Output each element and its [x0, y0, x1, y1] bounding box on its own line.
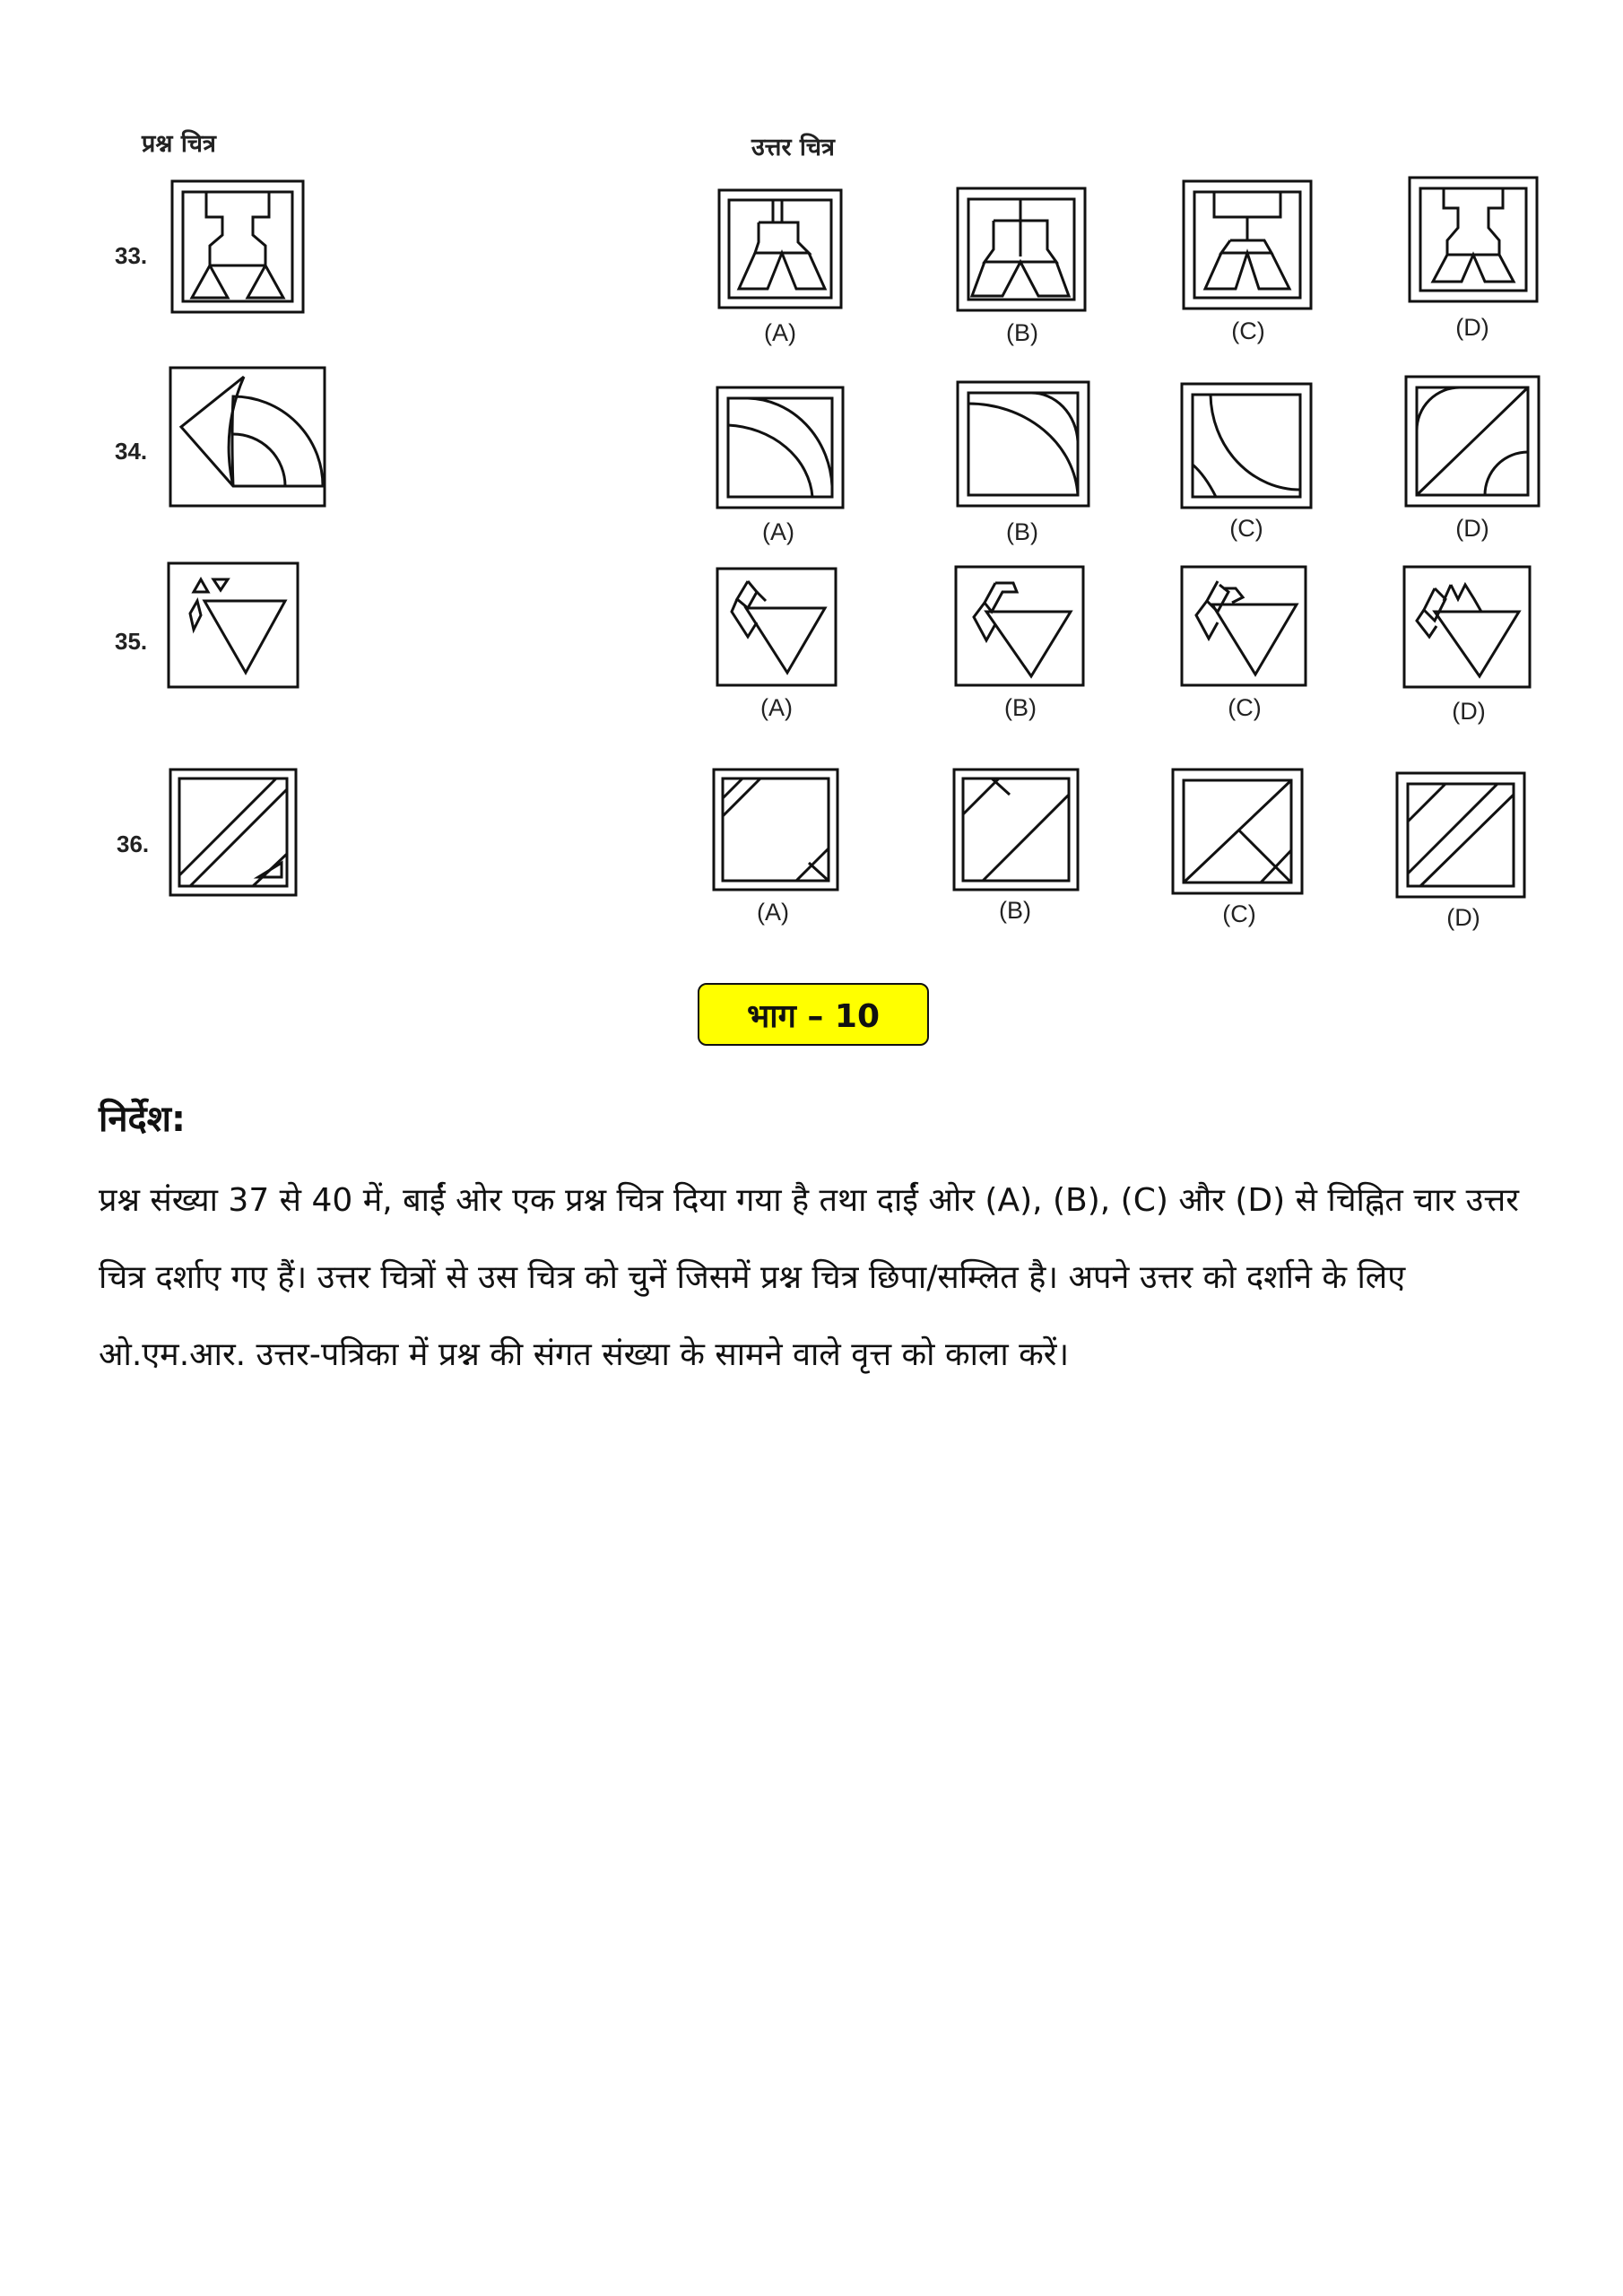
option-label-34-D: (D): [1455, 515, 1489, 542]
directions-text: प्रश्न संख्या 37 से 40 में, बाईं ओर एक प्रश्न चित्र दिया गया है तथा दाईं ओर (A), (B), (C) और (D) से चिह्नित चार उत्तर चित्र दर्शाए गए हैं। उत्तर चित्रों से उस चित्र को चुनें जिसमें प्रश्न चित्र छिपा/सम्लित है। अपने उत्तर को दर्शाने के लिए ओ.एम.आर. उत्तर-पत्रिका में प्रश्न की संगत संख्या के सामने वाले वृत्त को काला करें।: [99, 1182, 1519, 1373]
option-label-36-A: (A): [757, 899, 789, 926]
option-label-35-A: (A): [760, 694, 793, 721]
answer-33-B[interactable]: [956, 187, 1087, 312]
option-label-35-C: (C): [1228, 694, 1262, 721]
option-label-35-B: (B): [1004, 694, 1037, 721]
option-label-33-C: (C): [1231, 317, 1265, 344]
option-label-33-B: (B): [1006, 319, 1038, 346]
answer-figures-header: उत्तर चित्र: [751, 134, 835, 161]
answer-36-D[interactable]: [1395, 771, 1526, 899]
question-number-36: 36.: [117, 831, 150, 857]
answer-34-A[interactable]: [716, 386, 845, 509]
answer-33-D[interactable]: [1408, 176, 1539, 303]
question-figure-34: [169, 366, 326, 508]
answer-36-C[interactable]: [1171, 768, 1304, 895]
question-figure-33: [170, 179, 305, 314]
answer-35-B[interactable]: [954, 565, 1085, 687]
question-figure-35: [167, 561, 299, 689]
answer-36-B[interactable]: [952, 768, 1080, 891]
option-label-34-B: (B): [1006, 518, 1038, 545]
option-label-33-A: (A): [764, 319, 796, 346]
option-label-36-C: (C): [1222, 900, 1256, 927]
question-number-35: 35.: [115, 628, 148, 655]
option-label-36-B: (B): [999, 897, 1031, 924]
option-label-33-D: (D): [1455, 314, 1489, 341]
question-number-33: 33.: [115, 242, 148, 269]
option-label-34-C: (C): [1229, 515, 1263, 542]
option-label-36-D: (D): [1446, 904, 1480, 931]
answer-33-C[interactable]: [1182, 179, 1313, 310]
option-label-34-A: (A): [762, 518, 794, 545]
answer-35-A[interactable]: [716, 567, 838, 687]
answer-36-A[interactable]: [712, 768, 839, 891]
answer-34-B[interactable]: [956, 380, 1090, 508]
answer-34-C[interactable]: [1180, 382, 1313, 509]
answer-34-D[interactable]: [1404, 375, 1541, 508]
answer-35-D[interactable]: [1402, 565, 1532, 689]
question-figure-header: प्रश्न चित्र: [142, 130, 216, 158]
section-badge: भाग – 10: [698, 983, 929, 1046]
option-label-35-D: (D): [1452, 698, 1486, 725]
question-number-34: 34.: [115, 438, 148, 465]
directions-heading: निर्देश:: [99, 1099, 186, 1140]
answer-33-A[interactable]: [717, 188, 843, 309]
question-figure-36: [169, 768, 298, 897]
answer-35-C[interactable]: [1180, 565, 1307, 687]
